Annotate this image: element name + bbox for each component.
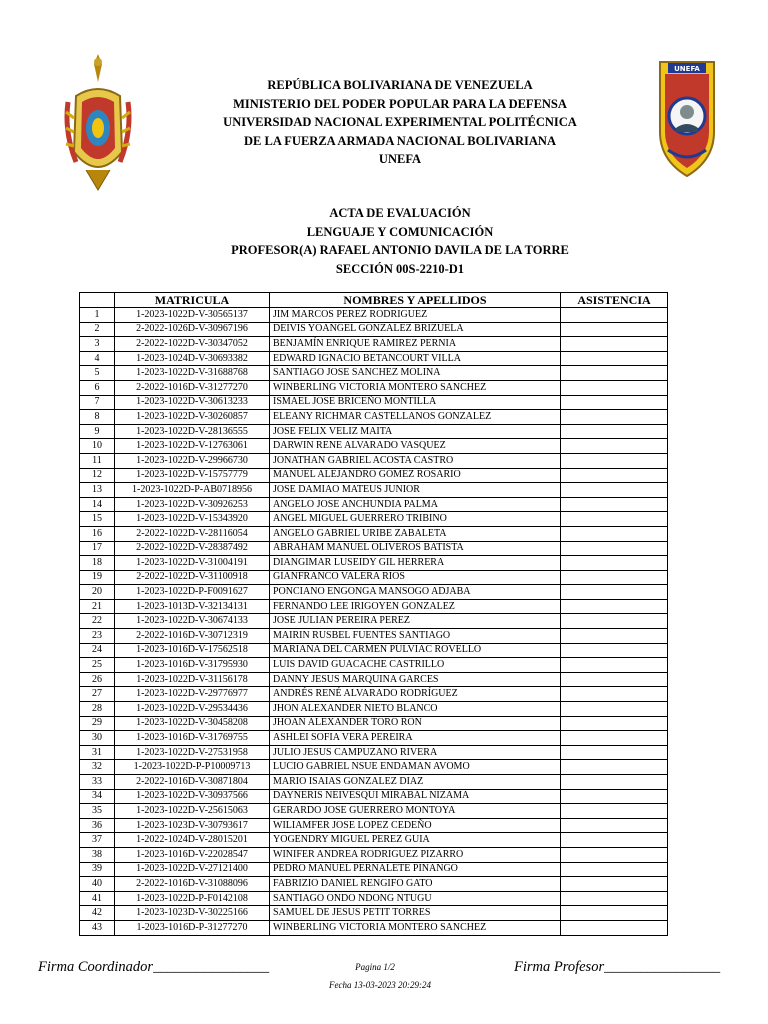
- row-number: 36: [80, 818, 115, 833]
- matricula-cell: 2-2022-1022D-V-28387492: [115, 541, 270, 556]
- attendance-cell: [561, 760, 668, 775]
- table-row: [80, 570, 668, 585]
- header-line-unefa: UNEFA: [378, 152, 422, 166]
- matricula-cell: 1-2023-1013D-V-32134131: [115, 599, 270, 614]
- matricula-cell: 2-2022-1016D-V-30871804: [115, 775, 270, 790]
- header-line-republic: REPÚBLICA BOLIVARIANA DE VENEZUELA: [267, 78, 533, 92]
- matricula-cell: 1-2023-1022D-P-P10009713: [115, 760, 270, 775]
- attendance-cell: [561, 920, 668, 935]
- matricula-cell: 1-2023-1016D-V-22028547: [115, 847, 270, 862]
- header-attendance: ASISTENCIA: [561, 293, 668, 308]
- student-name-cell: DIANGIMAR LUSEIDY GIL HERRERA: [270, 556, 561, 571]
- student-name-cell: JULIO JESUS CAMPUZANO RIVERA: [270, 745, 561, 760]
- student-name-cell: JHON ALEXANDER NIETO BLANCO: [270, 702, 561, 717]
- matricula-cell: 1-2023-1022D-V-27531958: [115, 745, 270, 760]
- attendance-cell: [561, 687, 668, 702]
- attendance-cell: [561, 775, 668, 790]
- attendance-cell: [561, 804, 668, 819]
- attendance-cell: [561, 512, 668, 527]
- professor-name: PROFESOR(A) RAFAEL ANTONIO DAVILA DE LA TORRE: [231, 243, 569, 257]
- matricula-cell: 1-2023-1022D-V-31004191: [115, 556, 270, 571]
- row-number: 43: [80, 920, 115, 935]
- attendance-cell: [561, 337, 668, 352]
- student-name-cell: LUIS DAVID GUACACHE CASTRILLO: [270, 658, 561, 673]
- table-row: [80, 818, 668, 833]
- table-row: [80, 672, 668, 687]
- section-code: SECCIÓN 00S-2210-D1: [335, 261, 465, 276]
- attendance-cell: [561, 366, 668, 381]
- attendance-cell: [561, 891, 668, 906]
- student-name-cell: ISMAEL JOSE BRICEÑO MONTILLA: [270, 395, 561, 410]
- table-row: [80, 337, 668, 352]
- unefa-shield-logo: [654, 52, 720, 182]
- table-row: [80, 643, 668, 658]
- student-name-cell: PEDRO MANUEL PERNALETE PINANGO: [270, 862, 561, 877]
- matricula-cell: 1-2023-1022D-V-30613233: [115, 395, 270, 410]
- table-row: [80, 541, 668, 556]
- row-number: 34: [80, 789, 115, 804]
- student-name-cell: JHOAN ALEXANDER TORO RON: [270, 716, 561, 731]
- table-row: [80, 877, 668, 892]
- act-title: ACTA DE EVALUACIÓN: [329, 206, 471, 220]
- table-row: [80, 526, 668, 541]
- table-row: [80, 702, 668, 717]
- row-number: 21: [80, 599, 115, 614]
- matricula-cell: 1-2023-1022D-V-30260857: [115, 410, 270, 425]
- student-name-cell: FABRIZIO DANIEL RENGIFO GATO: [270, 877, 561, 892]
- row-number: 25: [80, 658, 115, 673]
- course-name: LENGUAJE Y COMUNICACIÓN: [306, 224, 494, 239]
- attendance-cell: [561, 570, 668, 585]
- row-number: 10: [80, 439, 115, 454]
- table-row: [80, 833, 668, 848]
- attendance-cell: [561, 731, 668, 746]
- attendance-cell: [561, 526, 668, 541]
- table-row: [80, 351, 668, 366]
- table-row: [80, 497, 668, 512]
- header-number: [80, 293, 115, 308]
- table-row: [80, 789, 668, 804]
- matricula-cell: 1-2023-1022D-V-29534436: [115, 702, 270, 717]
- attendance-cell: [561, 541, 668, 556]
- attendance-table: [79, 292, 668, 936]
- student-name-cell: ANGELO JOSE ANCHUNDIA PALMA: [270, 497, 561, 512]
- row-number: 38: [80, 847, 115, 862]
- student-name-cell: JIM MARCOS PEREZ RODRIGUEZ: [270, 308, 561, 323]
- table-row: [80, 585, 668, 600]
- student-name-cell: YOGENDRY MIGUEL PEREZ GUIA: [270, 833, 561, 848]
- student-name-cell: DAYNERIS NEIVESQUI MIRABAL NIZAMA: [270, 789, 561, 804]
- attendance-cell: [561, 658, 668, 673]
- row-number: 16: [80, 526, 115, 541]
- student-name-cell: JOSE DAMIAO MATEUS JUNIOR: [270, 483, 561, 498]
- table-row: [80, 614, 668, 629]
- attendance-cell: [561, 453, 668, 468]
- table-row: [80, 556, 668, 571]
- matricula-cell: 1-2023-1016D-V-31769755: [115, 731, 270, 746]
- attendance-cell: [561, 439, 668, 454]
- attendance-cell: [561, 351, 668, 366]
- table-row: [80, 629, 668, 644]
- matricula-cell: 1-2023-1022D-V-29966730: [115, 453, 270, 468]
- matricula-cell: 1-2023-1016D-V-17562518: [115, 643, 270, 658]
- row-number: 13: [80, 483, 115, 498]
- student-name-cell: EDWARD IGNACIO BETANCOURT VILLA: [270, 351, 561, 366]
- attendance-cell: [561, 789, 668, 804]
- table-row: [80, 920, 668, 935]
- table-row: [80, 891, 668, 906]
- row-number: 29: [80, 716, 115, 731]
- row-number: 39: [80, 862, 115, 877]
- matricula-cell: 2-2022-1022D-V-30347052: [115, 337, 270, 352]
- student-name-cell: ANGELO GABRIEL URIBE ZABALETA: [270, 526, 561, 541]
- table-row: [80, 731, 668, 746]
- row-number: 23: [80, 629, 115, 644]
- matricula-cell: 1-2023-1022D-P-F0142108: [115, 891, 270, 906]
- table-row: [80, 599, 668, 614]
- row-number: 37: [80, 833, 115, 848]
- matricula-cell: 1-2023-1022D-V-31156178: [115, 672, 270, 687]
- row-number: 1: [80, 308, 115, 323]
- attendance-cell: [561, 862, 668, 877]
- professor-signature: Firma Profesor________________: [514, 959, 721, 975]
- coat-of-arms-left-logo: [62, 52, 134, 194]
- row-number: 6: [80, 380, 115, 395]
- attendance-cell: [561, 702, 668, 717]
- matricula-cell: 1-2023-1022D-V-30926253: [115, 497, 270, 512]
- matricula-cell: 1-2023-1022D-V-27121400: [115, 862, 270, 877]
- student-name-cell: MARIO ISAIAS GONZALEZ DIAZ: [270, 775, 561, 790]
- attendance-cell: [561, 395, 668, 410]
- row-number: 27: [80, 687, 115, 702]
- student-name-cell: SANTIAGO ONDO NDONG NTUGU: [270, 891, 561, 906]
- row-number: 17: [80, 541, 115, 556]
- institution-header: [150, 76, 650, 169]
- row-number: 31: [80, 745, 115, 760]
- table-row: [80, 906, 668, 921]
- student-name-cell: WILIAMFER JOSE LOPEZ CEDEÑO: [270, 818, 561, 833]
- student-name-cell: DANNY JESUS MARQUINA GARCES: [270, 672, 561, 687]
- student-name-cell: ASHLEI SOFIA VERA PEREIRA: [270, 731, 561, 746]
- row-number: 15: [80, 512, 115, 527]
- student-name-cell: MARIANA DEL CARMEN PULVIAC ROVELLO: [270, 643, 561, 658]
- student-name-cell: DARWIN RENE ALVARADO VASQUEZ: [270, 439, 561, 454]
- student-name-cell: JOSE FELIX VELIZ MAITA: [270, 424, 561, 439]
- print-date: Fecha 13-03-2023 20:29:24: [329, 980, 431, 990]
- row-number: 41: [80, 891, 115, 906]
- matricula-cell: 2-2022-1022D-V-31100918: [115, 570, 270, 585]
- table-row: [80, 366, 668, 381]
- attendance-cell: [561, 716, 668, 731]
- coordinator-signature: Firma Coordinador________________: [38, 959, 270, 975]
- matricula-cell: 2-2022-1016D-V-31277270: [115, 380, 270, 395]
- header-line-university: UNIVERSIDAD NACIONAL EXPERIMENTAL POLITÉCNICA: [223, 115, 577, 129]
- matricula-cell: 1-2023-1022D-P-F0091627: [115, 585, 270, 600]
- table-row: [80, 468, 668, 483]
- student-name-cell: SAMUEL DE JESUS PETIT TORRES: [270, 906, 561, 921]
- matricula-cell: 1-2023-1024D-V-30693382: [115, 351, 270, 366]
- attendance-cell: [561, 410, 668, 425]
- student-name-cell: JONATHAN GABRIEL ACOSTA CASTRO: [270, 453, 561, 468]
- matricula-cell: 1-2022-1024D-V-28015201: [115, 833, 270, 848]
- row-number: 14: [80, 497, 115, 512]
- table-row: [80, 424, 668, 439]
- matricula-cell: 1-2023-1016D-V-31795930: [115, 658, 270, 673]
- attendance-cell: [561, 643, 668, 658]
- student-name-cell: DEIVIS YOANGEL GONZALEZ BRIZUELA: [270, 322, 561, 337]
- table-row: [80, 847, 668, 862]
- student-name-cell: ELEANY RICHMAR CASTELLANOS GONZALEZ: [270, 410, 561, 425]
- matricula-cell: 1-2023-1022D-V-15757779: [115, 468, 270, 483]
- student-name-cell: JOSE JULIAN PEREIRA PEREZ: [270, 614, 561, 629]
- row-number: 33: [80, 775, 115, 790]
- student-name-cell: WINBERLING VICTORIA MONTERO SANCHEZ: [270, 920, 561, 935]
- attendance-cell: [561, 629, 668, 644]
- attendance-cell: [561, 599, 668, 614]
- table-row: [80, 775, 668, 790]
- student-name-cell: ANDRÉS RENÉ ALVARADO RODRÍGUEZ: [270, 687, 561, 702]
- table-row: [80, 745, 668, 760]
- table-row: [80, 862, 668, 877]
- student-name-cell: MANUEL ALEJANDRO GÓMEZ ROSARIO: [270, 468, 561, 483]
- row-number: 24: [80, 643, 115, 658]
- table-header-row: [80, 293, 668, 308]
- matricula-cell: 1-2023-1022D-P-AB0718956: [115, 483, 270, 498]
- table-row: [80, 439, 668, 454]
- table-row: [80, 322, 668, 337]
- attendance-cell: [561, 308, 668, 323]
- attendance-cell: [561, 614, 668, 629]
- attendance-cell: [561, 497, 668, 512]
- row-number: 22: [80, 614, 115, 629]
- row-number: 20: [80, 585, 115, 600]
- row-number: 11: [80, 453, 115, 468]
- row-number: 28: [80, 702, 115, 717]
- row-number: 30: [80, 731, 115, 746]
- matricula-cell: 1-2023-1016D-P-31277270: [115, 920, 270, 935]
- row-number: 19: [80, 570, 115, 585]
- row-number: 26: [80, 672, 115, 687]
- matricula-cell: 1-2023-1023D-V-30793617: [115, 818, 270, 833]
- row-number: 42: [80, 906, 115, 921]
- matricula-cell: 2-2022-1026D-V-30967196: [115, 322, 270, 337]
- matricula-cell: 1-2023-1022D-V-12763061: [115, 439, 270, 454]
- table-row: [80, 380, 668, 395]
- attendance-cell: [561, 483, 668, 498]
- attendance-cell: [561, 906, 668, 921]
- row-number: 2: [80, 322, 115, 337]
- student-name-cell: PONCIANO ENGONGA MANSOGO ADJABA: [270, 585, 561, 600]
- table-row: [80, 716, 668, 731]
- student-name-cell: ANGEL MIGUEL GUERRERO TRIBINO: [270, 512, 561, 527]
- attendance-cell: [561, 380, 668, 395]
- matricula-cell: 2-2022-1022D-V-28116054: [115, 526, 270, 541]
- student-name-cell: ABRAHAM MANUEL OLIVEROS BATISTA: [270, 541, 561, 556]
- student-name-cell: GERARDO JOSE GUERRERO MONTOYA: [270, 804, 561, 819]
- matricula-cell: 1-2023-1022D-V-28136555: [115, 424, 270, 439]
- row-number: 4: [80, 351, 115, 366]
- header-line-ministry: MINISTERIO DEL PODER POPULAR PARA LA DEFENSA: [233, 96, 567, 111]
- student-name-cell: BENJAMÍN ENRIQUE RAMIREZ PERNIA: [270, 337, 561, 352]
- matricula-cell: 1-2023-1022D-V-29776977: [115, 687, 270, 702]
- matricula-cell: 1-2023-1022D-V-30674133: [115, 614, 270, 629]
- attendance-cell: [561, 818, 668, 833]
- attendance-cell: [561, 847, 668, 862]
- matricula-cell: 1-2023-1023D-V-30225166: [115, 906, 270, 921]
- matricula-cell: 1-2023-1022D-V-25615063: [115, 804, 270, 819]
- attendance-cell: [561, 877, 668, 892]
- student-name-cell: GIANFRANCO VALERA RIOS: [270, 570, 561, 585]
- matricula-cell: 2-2022-1016D-V-30712319: [115, 629, 270, 644]
- matricula-cell: 1-2023-1022D-V-30458208: [115, 716, 270, 731]
- table-body: [80, 308, 668, 936]
- attendance-cell: [561, 585, 668, 600]
- evaluation-header: [150, 204, 650, 278]
- table-row: [80, 804, 668, 819]
- attendance-cell: [561, 468, 668, 483]
- student-name-cell: SANTIAGO JOSE SANCHEZ MOLINA: [270, 366, 561, 381]
- attendance-cell: [561, 424, 668, 439]
- row-number: 5: [80, 366, 115, 381]
- row-number: 3: [80, 337, 115, 352]
- row-number: 8: [80, 410, 115, 425]
- row-number: 18: [80, 556, 115, 571]
- table-row: [80, 410, 668, 425]
- attendance-cell: [561, 556, 668, 571]
- table-row: [80, 453, 668, 468]
- matricula-cell: 2-2022-1016D-V-31088096: [115, 877, 270, 892]
- matricula-cell: 1-2023-1022D-V-15343920: [115, 512, 270, 527]
- attendance-cell: [561, 745, 668, 760]
- row-number: 40: [80, 877, 115, 892]
- table-row: [80, 395, 668, 410]
- attendance-cell: [561, 322, 668, 337]
- student-name-cell: WINBERLING VICTORIA MONTERO SANCHEZ: [270, 380, 561, 395]
- row-number: 32: [80, 760, 115, 775]
- matricula-cell: 1-2023-1022D-V-30565137: [115, 308, 270, 323]
- matricula-cell: 1-2023-1022D-V-31688768: [115, 366, 270, 381]
- header-names: NOMBRES Y APELLIDOS: [270, 293, 561, 308]
- table-row: [80, 760, 668, 775]
- student-name-cell: LUCIO GABRIEL NSUE ENDAMAN AVOMO: [270, 760, 561, 775]
- header-matricula: MATRICULA: [115, 293, 270, 308]
- table-row: [80, 512, 668, 527]
- matricula-cell: 1-2023-1022D-V-30937566: [115, 789, 270, 804]
- row-number: 12: [80, 468, 115, 483]
- unefa-logo-text: UNEFA: [674, 65, 700, 73]
- student-name-cell: FERNANDO LEE IRIGOYEN GONZALEZ: [270, 599, 561, 614]
- attendance-cell: [561, 833, 668, 848]
- table-row: [80, 483, 668, 498]
- row-number: 9: [80, 424, 115, 439]
- table-row: [80, 658, 668, 673]
- student-name-cell: MAIRIN RUSBEL FUENTES SANTIAGO: [270, 629, 561, 644]
- table-row: [80, 687, 668, 702]
- header-line-armed-forces: DE LA FUERZA ARMADA NACIONAL BOLIVARIANA: [244, 133, 556, 148]
- table-row: [80, 308, 668, 323]
- row-number: 7: [80, 395, 115, 410]
- attendance-cell: [561, 672, 668, 687]
- page-number: Pagina 1/2: [355, 962, 395, 972]
- student-name-cell: WINIFER ANDREA RODRIGUEZ PIZARRO: [270, 847, 561, 862]
- row-number: 35: [80, 804, 115, 819]
